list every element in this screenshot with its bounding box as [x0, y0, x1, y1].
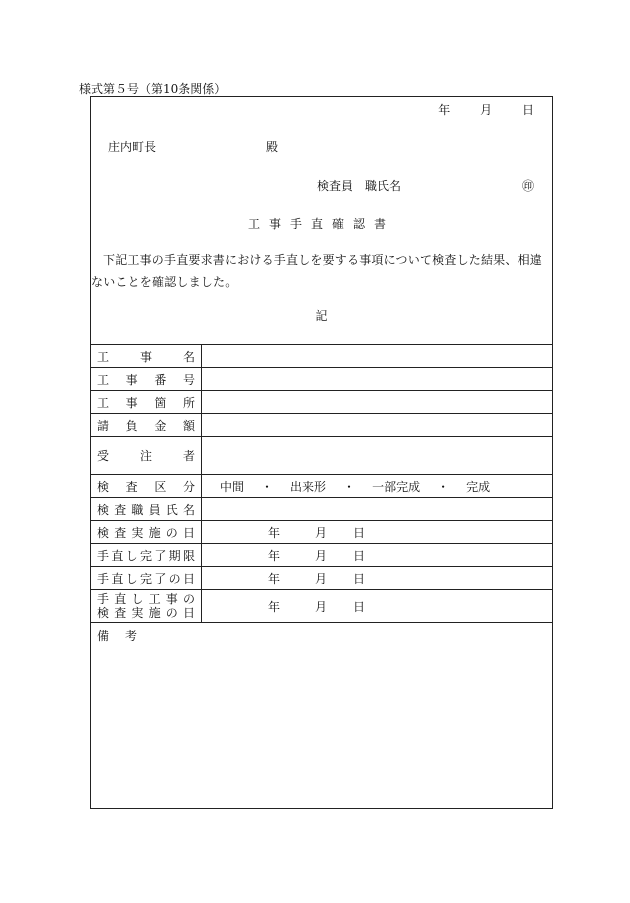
table-row-contractor [91, 436, 552, 474]
option-separator: ・ [343, 479, 356, 494]
ki-heading: 記 [315, 309, 328, 323]
project-name-field[interactable] [202, 345, 552, 367]
row-label: 手 直 し 工 事 の 検 査 実 施 の 日 [91, 590, 202, 622]
addressee-name: 庄内町長 [108, 140, 157, 154]
date-line [438, 101, 534, 118]
row-label: 請 負 金 額 [91, 414, 202, 436]
row-label: 工 事 箇 所 [91, 391, 202, 413]
contractor-field[interactable] [202, 437, 552, 474]
row-label: 受 注 者 [91, 437, 202, 474]
date-month-label: 月 [480, 103, 493, 117]
row-label: 手 直 し 完 了 の 日 [91, 567, 202, 589]
table-row-project-number [91, 367, 552, 390]
repair-inspection-date-field[interactable]: 年 月 日 [268, 599, 366, 614]
inspection-type-options [202, 475, 552, 497]
table-row-repair-deadline [91, 543, 552, 566]
row-label: 手 直 し 完 了 期 限 [91, 544, 202, 566]
document-title: 工事手直確認書 [247, 217, 395, 231]
row-label: 検 査 職 員 氏 名 [91, 498, 202, 520]
option-completion[interactable]: 完成 [466, 479, 491, 494]
inspection-date-field[interactable]: 年 月 日 [268, 525, 366, 540]
table-row-remarks [91, 622, 552, 812]
option-progress[interactable]: 出来形 [290, 479, 327, 494]
table-row-project-location [91, 390, 552, 413]
table-row-project-name [91, 344, 552, 367]
form-frame [90, 96, 553, 809]
table-row-repair-inspection-date [91, 589, 552, 622]
option-separator: ・ [437, 479, 450, 494]
detail-table [91, 344, 552, 812]
option-interim[interactable]: 中間 [220, 479, 245, 494]
row-label: 工 事 番 号 [91, 368, 202, 390]
form-number: 様式第５号（第10条関係） [79, 82, 227, 96]
table-row-inspection-type [91, 474, 552, 497]
option-partial-completion[interactable]: 一部完成 [372, 479, 421, 494]
body-text: 下記工事の手直要求書における手直しを要する事項について検査した結果、相違ないことを確認しました。 [91, 253, 542, 289]
inspector-name-field[interactable] [202, 498, 552, 520]
remarks-field[interactable] [91, 643, 552, 812]
table-row-inspection-date [91, 520, 552, 543]
option-separator: ・ [261, 479, 274, 494]
row-label: 検 査 実 施 の 日 [91, 521, 202, 543]
remarks-label: 備考 [97, 629, 154, 643]
row-label: 工 事 名 [91, 345, 202, 367]
row-label: 検 査 区 分 [91, 475, 202, 497]
contract-amount-field[interactable] [202, 414, 552, 436]
seal-mark: ㊞ [521, 179, 534, 193]
addressee-honorific: 殿 [266, 140, 279, 154]
table-row-contract-amount [91, 413, 552, 436]
date-day-label: 日 [521, 103, 534, 117]
repair-deadline-field[interactable]: 年 月 日 [268, 548, 366, 563]
project-location-field[interactable] [202, 391, 552, 413]
table-row-repair-completion-date [91, 566, 552, 589]
repair-completion-date-field[interactable]: 年 月 日 [268, 571, 366, 586]
project-number-field[interactable] [202, 368, 552, 390]
table-row-inspector-name [91, 497, 552, 520]
inspector-label: 検査員 職氏名 [317, 179, 402, 193]
date-year-label: 年 [438, 103, 451, 117]
